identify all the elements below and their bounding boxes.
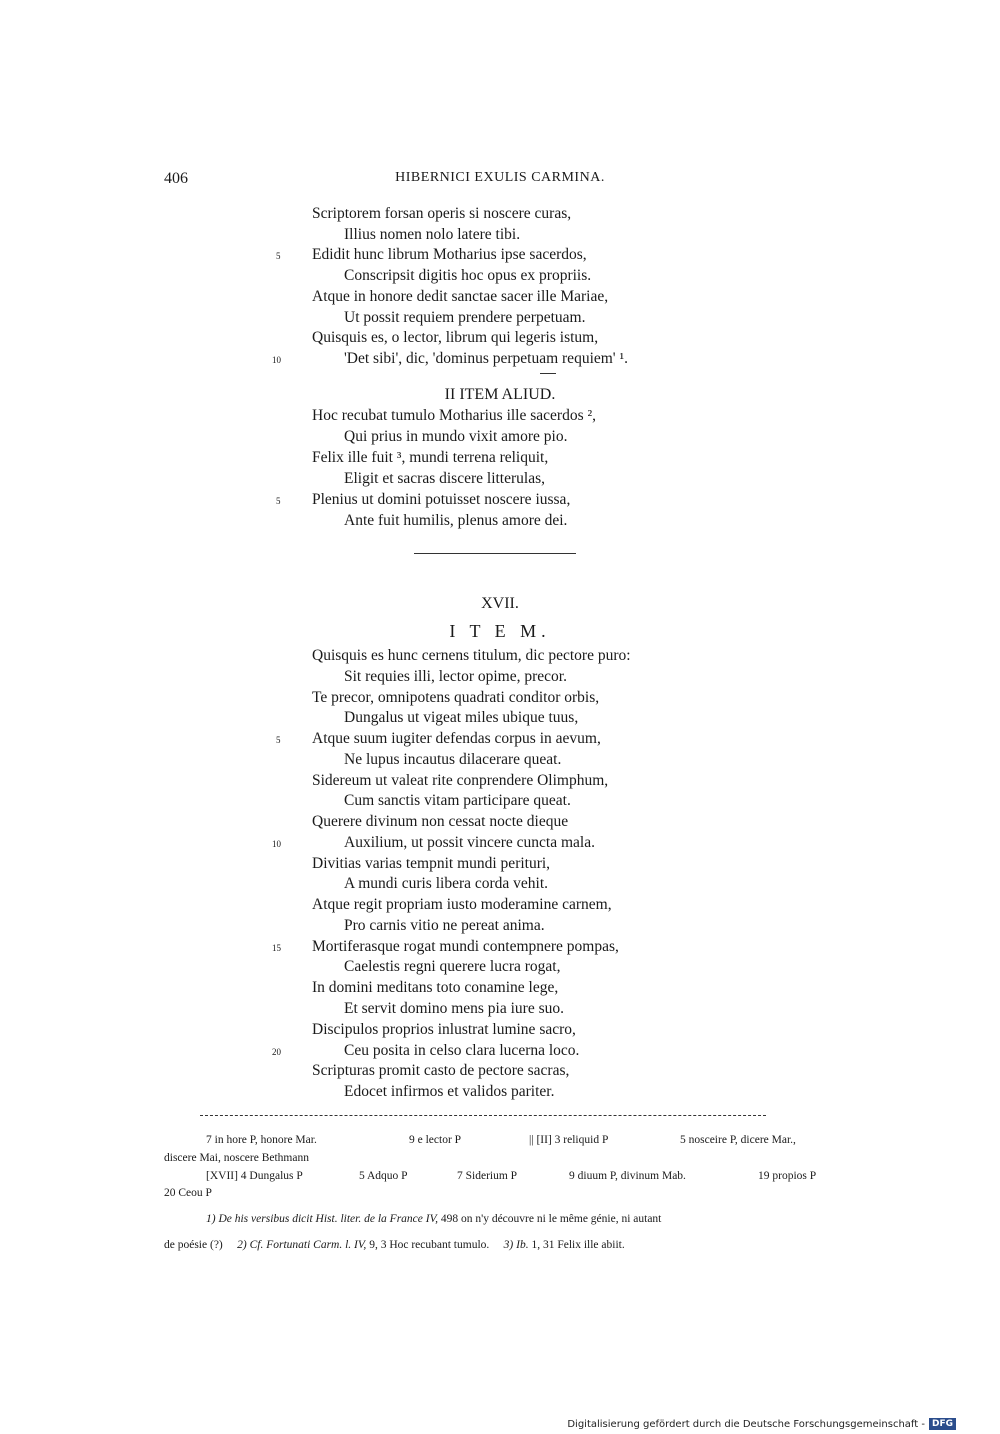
footnote-1 [206,1214,661,1226]
verse-line: Sit requies illi, lector opime, precor. [344,668,567,685]
apparatus-entry: 9 diuum P, divinum Mab. [569,1170,686,1182]
verse-line: Atque regit propriam iusto moderamine carnem, [312,896,612,913]
line-number: 5 [276,496,281,506]
section-divider [414,553,576,554]
verse-line: Plenius ut domini potuisset noscere iussa, [312,491,571,508]
verse-line: Mortiferasque rogat mundi contempnere pompas, [312,938,619,955]
footnote-italic: 1) De his versibus dicit Hist. liter. de la France IV, [206,1213,438,1225]
verse-line: Atque in honore dedit sanctae sacer ille Mariae, [312,288,609,305]
line-number: 5 [276,251,281,261]
apparatus-entry: 7 in hore P, honore Mar. [206,1134,317,1146]
verse-line: Edidit hunc librum Motharius ipse sacerdos, [312,246,587,263]
verse-line: Hoc recubat tumulo Motharius ille sacerdos ², [312,407,597,424]
section-title: I T E M. [449,621,551,641]
verse-line: 'Det sibi', dic, 'dominus perpetuam requiem' ¹. [344,350,628,367]
footnote-text: de poésie (?) [164,1239,223,1251]
verse-line: Auxilium, ut possit vincere cuncta mala. [344,834,595,851]
footnote-text: 1, 31 Felix ille abiit. [531,1239,625,1251]
verse-line: Dungalus ut vigeat miles ubique tuus, [344,709,579,726]
line-number: 10 [272,355,281,365]
running-title: HIBERNICI EXULIS CARMINA. [395,170,605,185]
verse-line: Atque suum iugiter defendas corpus in aevum, [312,730,601,747]
verse-line: Divitias varias tempnit mundi perituri, [312,855,551,872]
verse-line: Ne lupus incautus dilacerare queat. [344,751,562,768]
verse-line: Te precor, omnipotens quadrati conditor orbis, [312,689,600,706]
digitization-credit [567,1418,956,1430]
verse-line: Scripturas promit casto de pectore sacras, [312,1062,570,1079]
verse-line: Qui prius in mundo vixit amore pio. [344,428,568,445]
short-rule [540,373,556,374]
apparatus-entry: 9 e lector P [409,1134,462,1146]
verse-line: Quisquis es, o lector, librum qui legeris istum, [312,329,599,346]
section-number: XVII. [481,595,519,612]
page-number: 406 [164,170,188,187]
verse-line: Pro carnis vitio ne pereat anima. [344,917,545,934]
apparatus-entry: discere Mai, noscere Bethmann [164,1152,309,1164]
apparatus-entry: 5 Adquo P [359,1170,408,1182]
footnote-text: 9, 3 Hoc recubant tumulo. [369,1239,490,1251]
line-number: 15 [272,943,281,953]
line-number: 10 [272,839,281,849]
line-number: 20 [272,1047,281,1057]
verse-line: Cum sanctis vitam participare queat. [344,792,571,809]
verse-line: Ut possit requiem prendere perpetuam. [344,309,586,326]
footnote-italic: 3) Ib. [503,1239,529,1251]
footnote-italic: 2) Cf. Fortunati Carm. l. IV, [237,1239,367,1251]
apparatus-entry: 20 Ceou P [164,1187,212,1199]
verse-line: Ante fuit humilis, plenus amore dei. [344,512,568,529]
verse-line: Caelestis regni querere lucra rogat, [344,958,561,975]
verse-line: Sidereum ut valeat rite conprendere Olimphum, [312,772,609,789]
verse-line: A mundi curis libera corda vehit. [344,875,549,892]
apparatus-entry: || [II] 3 reliquid P [529,1134,609,1146]
footnote-2-3 [164,1240,625,1252]
credit-text: Digitalisierung gefördert durch die Deutsche Forschungsgemeinschaft - [567,1418,925,1430]
apparatus-entry: 19 propios P [758,1170,817,1182]
apparatus-entry: [XVII] 4 Dungalus P [206,1170,303,1182]
verse-line: Discipulos proprios inlustrat lumine sacro, [312,1021,576,1038]
verse-line: Querere divinum non cessat nocte dieque [312,813,569,830]
line-number: 5 [276,735,281,745]
verse-line: Eligit et sacras discere litterulas, [344,470,545,487]
verse-line: Scriptorem forsan operis si noscere curas, [312,205,572,222]
apparatus-entry: 5 nosceire P, dicere Mar., [680,1134,796,1146]
verse-line: Ceu posita in celso clara lucerna loco. [344,1042,580,1059]
verse-line: In domini meditans toto conamine lege, [312,979,559,996]
footnote-rule [200,1115,766,1116]
verse-line: Illius nomen nolo latere tibi. [344,226,521,243]
verse-line: Conscripsit digitis hoc opus ex propriis. [344,267,592,284]
dfg-logo: DFG [929,1418,956,1430]
section-heading-ii: II ITEM ALIUD. [444,386,556,403]
apparatus-entry: 7 Siderium P [457,1170,518,1182]
footnote-text: 498 on n'y découvre ni le même génie, ni autant [440,1213,662,1225]
verse-line: Felix ille fuit ³, mundi terrena reliquit, [312,449,549,466]
verse-line: Edocet infirmos et validos pariter. [344,1083,555,1100]
verse-line: Et servit domino mens pia iure suo. [344,1000,564,1017]
verse-line: Quisquis es hunc cernens titulum, dic pectore puro: [312,647,631,664]
